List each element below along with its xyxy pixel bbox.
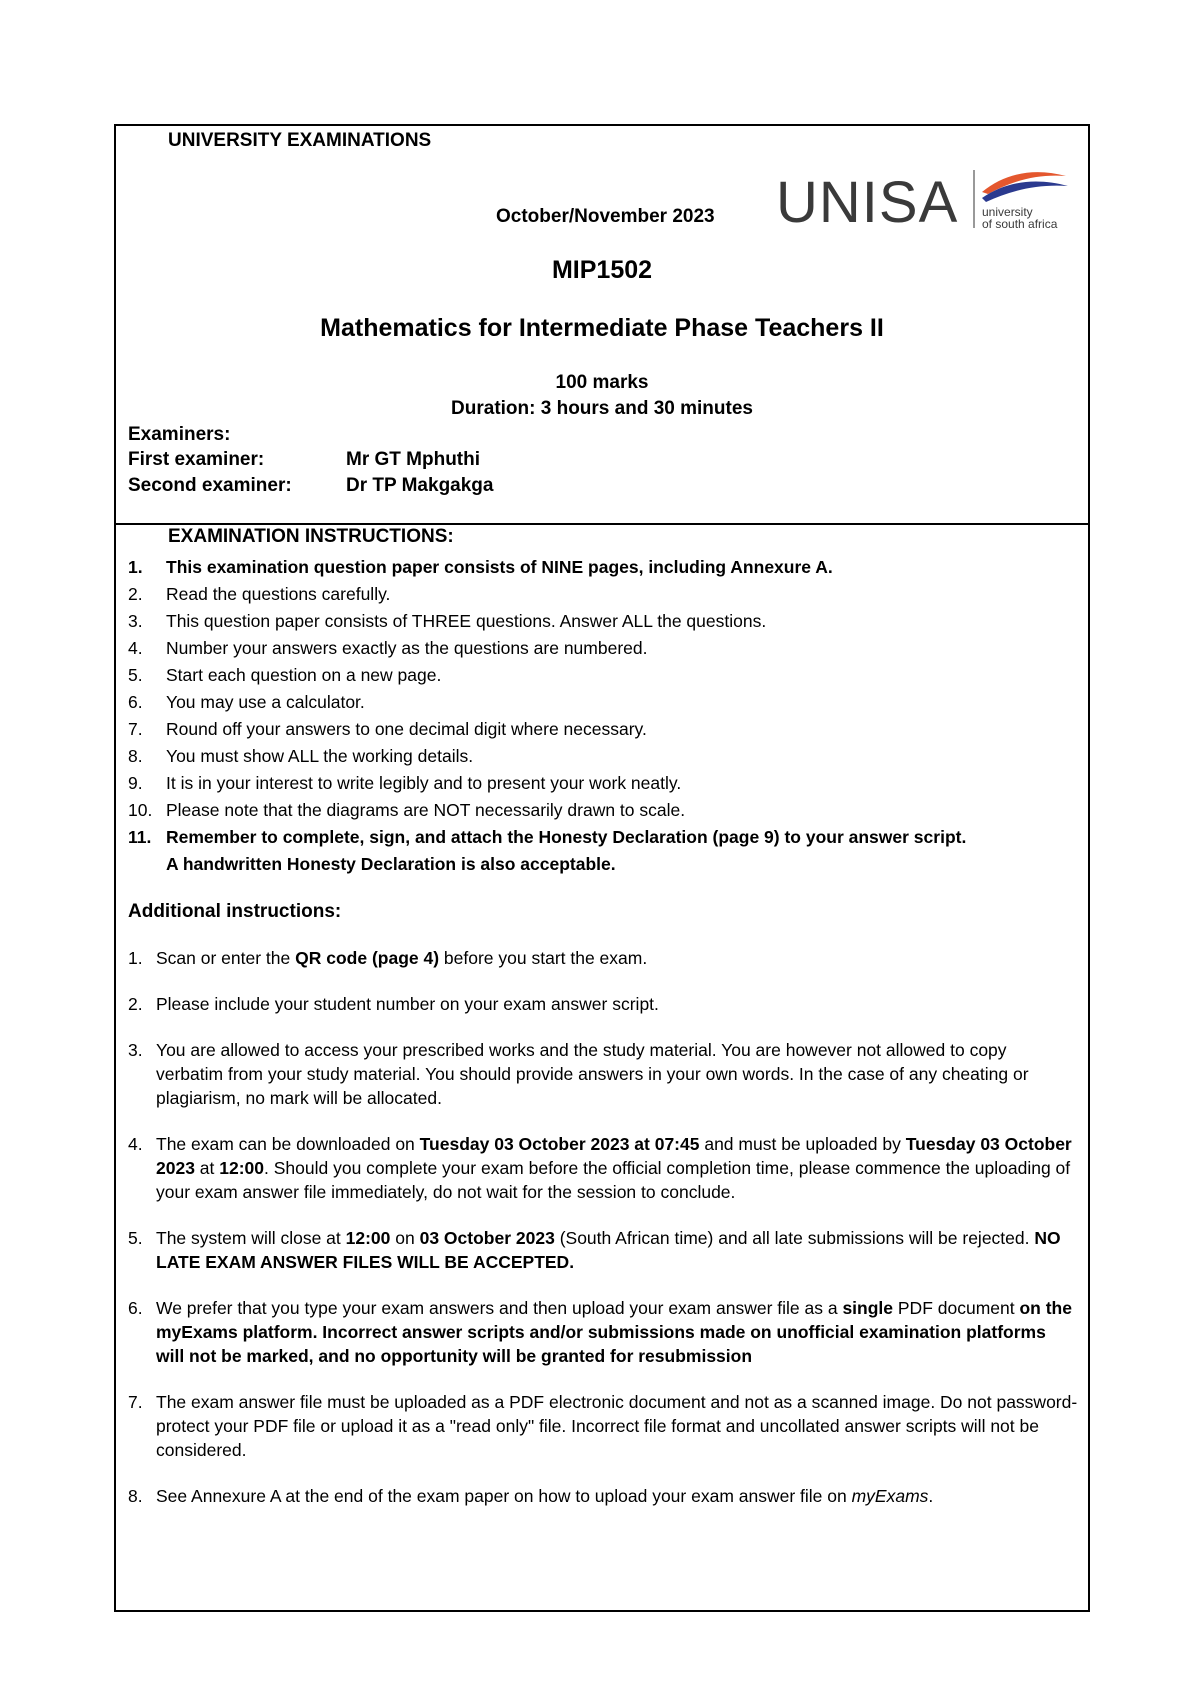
item-text: Read the questions carefully. xyxy=(166,584,391,604)
list-item xyxy=(128,635,1088,662)
second-examiner-name: Dr TP Makgakga xyxy=(346,475,494,496)
list-item xyxy=(128,1038,1078,1110)
item-text: (South African time) and all late submissions will be rejected. xyxy=(554,1228,1035,1248)
item-text: This question paper consists of THREE questions. Answer ALL the questions. xyxy=(166,611,767,631)
item-text: Remember to complete, sign, and attach the Honesty Declaration (page 9) to your answer script. xyxy=(166,827,967,847)
item-text: before you start the exam. xyxy=(439,948,648,968)
item-text: Start each question on a new page. xyxy=(166,665,442,685)
item-text-bold: single xyxy=(842,1298,894,1318)
list-item xyxy=(128,946,1078,970)
item-text: It is in your interest to write legibly and to present your work neatly. xyxy=(166,773,682,793)
exam-session: October/November 2023 xyxy=(496,206,715,227)
exam-cover-frame xyxy=(114,124,1090,1612)
item-text-italic: myExams xyxy=(851,1486,929,1506)
total-marks: 100 marks xyxy=(555,372,649,393)
item-number: 2. xyxy=(128,994,143,1014)
second-examiner-label: Second examiner: xyxy=(128,475,292,496)
item-text-bold: QR code (page 4) xyxy=(295,948,440,968)
list-item xyxy=(128,554,1088,581)
item-text: at xyxy=(194,1158,220,1178)
course-title: Mathematics for Intermediate Phase Teachers II xyxy=(320,314,884,342)
item-number: 4. xyxy=(128,1134,143,1154)
list-item xyxy=(128,689,1088,716)
item-text: We prefer that you type your exam answers and then upload your exam answer file as a xyxy=(156,1298,843,1318)
item-text: on xyxy=(390,1228,420,1248)
item-text: . Should you complete your exam before the official completion time, please commence the uploading of your exam answer file immediately, do not wait for the session to conclude. xyxy=(156,1158,1071,1202)
item-text-bold: 12:00 xyxy=(219,1158,265,1178)
item-text-bold: 03 October 2023 xyxy=(419,1228,555,1248)
additional-instructions-list xyxy=(128,946,1078,1530)
unisa-logo xyxy=(776,162,1076,232)
item-number: 7. xyxy=(128,719,143,739)
item-number: 5. xyxy=(128,665,143,685)
item-text: This examination question paper consists of NINE pages, including Annexure A. xyxy=(166,557,833,577)
list-item xyxy=(128,770,1088,797)
list-item xyxy=(128,1296,1078,1368)
item-number: 3. xyxy=(128,611,143,631)
item-number: 9. xyxy=(128,773,143,793)
item-text-bold: Tuesday 03 October 2023 xyxy=(156,1134,1072,1178)
item-number: 6. xyxy=(128,692,143,712)
list-item xyxy=(128,716,1088,743)
section-divider xyxy=(116,523,1088,525)
additional-instructions-heading: Additional instructions: xyxy=(128,901,342,922)
logo-subtext-2: of south africa xyxy=(982,217,1058,231)
first-examiner-row xyxy=(128,449,480,471)
item-text: . xyxy=(928,1486,934,1506)
item-text-bold: Tuesday 03 October 2023 at 07:45 xyxy=(419,1134,700,1154)
logo-wordmark: UNISA xyxy=(776,170,959,232)
instructions-list xyxy=(128,554,1088,878)
course-code: MIP1502 xyxy=(551,256,653,284)
item-number: 1. xyxy=(128,557,143,577)
item-text: The exam can be downloaded on xyxy=(156,1134,420,1154)
list-item xyxy=(128,662,1088,689)
list-item xyxy=(128,608,1088,635)
item-text: You may use a calculator. xyxy=(166,692,365,712)
list-item xyxy=(128,743,1088,770)
second-examiner-row xyxy=(128,475,493,497)
instructions-heading: EXAMINATION INSTRUCTIONS: xyxy=(168,526,454,547)
item-text: PDF document xyxy=(893,1298,1020,1318)
exam-duration: Duration: 3 hours and 30 minutes xyxy=(451,398,753,419)
item-text-continued: A handwritten Honesty Declaration is also acceptable. xyxy=(166,854,616,874)
item-number: 6. xyxy=(128,1298,143,1318)
item-number: 5. xyxy=(128,1228,143,1248)
list-item xyxy=(128,1132,1078,1204)
list-item xyxy=(128,797,1088,824)
first-examiner-label: First examiner: xyxy=(128,449,265,470)
list-item xyxy=(128,581,1088,608)
item-text-bold: 12:00 xyxy=(345,1228,391,1248)
item-text: The exam answer file must be uploaded as a PDF electronic document and not as a scanned image. Do not password-protect your PDF file or upload it as a "read only" file. Incorrect file format and uncollated answer scripts will not be considered. xyxy=(156,1392,1078,1460)
list-item xyxy=(128,992,1078,1016)
item-number: 1. xyxy=(128,948,143,968)
unisa-logo-graphic xyxy=(776,162,1076,232)
item-text: You must show ALL the working details. xyxy=(166,746,474,766)
list-item xyxy=(128,1390,1078,1462)
item-text: Please note that the diagrams are NOT necessarily drawn to scale. xyxy=(166,800,686,820)
list-item xyxy=(128,1484,1078,1508)
list-item xyxy=(128,1226,1078,1274)
item-text-bold: on the myExams platform. Incorrect answer scripts and/or submissions made on unofficial examination platforms will not be marked, and no opportunity will be granted for resubmission xyxy=(156,1298,1072,1366)
item-text-bold: NO LATE EXAM ANSWER FILES WILL BE ACCEPTED. xyxy=(156,1228,1061,1272)
item-number: 7. xyxy=(128,1392,143,1412)
item-number: 10. xyxy=(128,800,153,820)
item-text: See Annexure A at the end of the exam paper on how to upload your exam answer file on xyxy=(156,1486,852,1506)
item-number: 4. xyxy=(128,638,143,658)
item-text: The system will close at xyxy=(156,1228,346,1248)
item-number: 2. xyxy=(128,584,143,604)
item-text: Number your answers exactly as the questions are numbered. xyxy=(166,638,648,658)
first-examiner-name: Mr GT Mphuthi xyxy=(346,449,481,470)
item-text: Round off your answers to one decimal digit where necessary. xyxy=(166,719,647,739)
logo-subtext-1: university xyxy=(982,205,1033,219)
item-number: 8. xyxy=(128,746,143,766)
university-exams-heading: UNIVERSITY EXAMINATIONS xyxy=(168,130,432,151)
item-text: Please include your student number on your exam answer script. xyxy=(156,994,659,1014)
examiners-heading: Examiners: xyxy=(128,424,231,445)
item-number: 8. xyxy=(128,1486,143,1506)
item-number: 11. xyxy=(128,827,152,847)
item-text: Scan or enter the xyxy=(156,948,296,968)
item-text: You are allowed to access your prescribed works and the study material. You are however not allowed to copy verbatim from your study material. You should provide answers in your own words. In the case of any cheating or plagiarism, no mark will be allocated. xyxy=(156,1040,1029,1108)
item-text: and must be uploaded by xyxy=(699,1134,906,1154)
item-number: 3. xyxy=(128,1040,143,1060)
list-item xyxy=(128,824,1088,878)
